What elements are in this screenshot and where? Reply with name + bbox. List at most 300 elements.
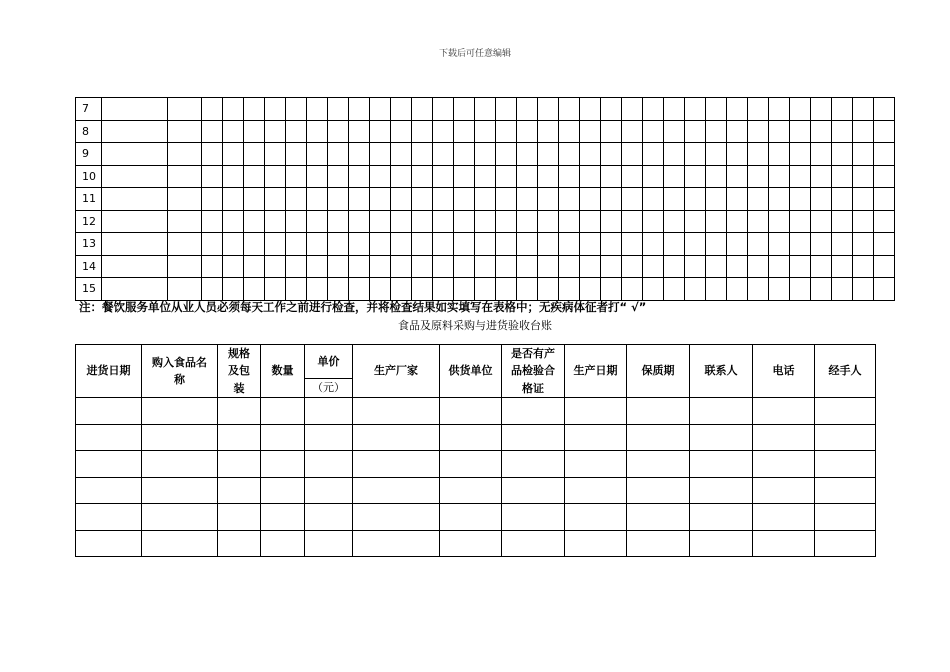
table-cell (433, 255, 454, 278)
table-cell (685, 143, 706, 166)
health-table-row (76, 210, 895, 233)
table-cell (286, 255, 307, 278)
table-cell (496, 188, 517, 211)
table-cell (265, 278, 286, 301)
ledger-cell (76, 424, 142, 451)
table-cell (286, 233, 307, 256)
ledger-row (76, 530, 876, 557)
table-cell (874, 98, 895, 121)
table-cell (102, 255, 168, 278)
table-cell (811, 120, 832, 143)
table-cell (643, 278, 664, 301)
ledger-row (76, 398, 876, 425)
table-cell (832, 143, 853, 166)
ledger-cell (76, 451, 142, 478)
table-cell (328, 188, 349, 211)
table-cell (517, 98, 538, 121)
table-cell (517, 143, 538, 166)
health-table-row (76, 98, 895, 121)
table-cell (328, 120, 349, 143)
table-cell (706, 98, 727, 121)
table-cell (622, 143, 643, 166)
ledger-row (76, 451, 876, 478)
table-cell (328, 143, 349, 166)
ledger-cell (690, 530, 753, 557)
table-cell (874, 233, 895, 256)
table-cell (102, 120, 168, 143)
table-cell (811, 143, 832, 166)
ledger-cell (815, 477, 876, 504)
table-cell (874, 255, 895, 278)
table-cell (559, 120, 580, 143)
ledger-cell (627, 451, 690, 478)
table-cell (790, 120, 811, 143)
table-cell (538, 120, 559, 143)
table-cell (307, 120, 328, 143)
table-cell (727, 255, 748, 278)
ledger-cell (76, 477, 142, 504)
table-cell (454, 210, 475, 233)
table-cell (265, 165, 286, 188)
table-cell (370, 233, 391, 256)
table-cell (433, 165, 454, 188)
table-cell (727, 98, 748, 121)
ledger-cell (815, 451, 876, 478)
table-cell (559, 188, 580, 211)
health-table-row (76, 143, 895, 166)
table-cell (769, 120, 790, 143)
purchase-ledger-table (75, 344, 876, 557)
table-cell (286, 278, 307, 301)
table-cell (706, 143, 727, 166)
table-cell (853, 210, 874, 233)
table-cell (685, 98, 706, 121)
table-cell (664, 165, 685, 188)
ledger-cell (305, 424, 353, 451)
ledger-cell (440, 398, 502, 425)
table-cell (307, 165, 328, 188)
table-cell (622, 188, 643, 211)
table-cell (874, 188, 895, 211)
table-cell (412, 165, 433, 188)
ledger-cell (815, 530, 876, 557)
table-cell (790, 188, 811, 211)
table-cell (370, 165, 391, 188)
col-header-contact: 联系人 (690, 345, 753, 398)
ledger-cell (218, 398, 261, 425)
table-cell (102, 188, 168, 211)
table-cell (790, 233, 811, 256)
table-cell (769, 210, 790, 233)
table-cell (244, 188, 265, 211)
table-cell (664, 188, 685, 211)
table-cell (433, 120, 454, 143)
table-cell (454, 188, 475, 211)
table-note: 注：餐饮服务单位从业人员必须每天工作之前进行检查，并将检查结果如实填写在表格中；无疾病体征者打“ √” (79, 300, 647, 314)
ledger-cell (353, 398, 440, 425)
table-cell (370, 98, 391, 121)
ledger-cell (76, 504, 142, 531)
table-cell (811, 278, 832, 301)
table-cell (349, 210, 370, 233)
table-cell (328, 233, 349, 256)
table-cell (706, 233, 727, 256)
table-cell (223, 233, 244, 256)
table-cell (874, 120, 895, 143)
table-cell (685, 210, 706, 233)
table-cell (769, 188, 790, 211)
table-cell (580, 98, 601, 121)
ledger-cell (142, 451, 218, 478)
ledger-cell (690, 398, 753, 425)
table-cell (601, 210, 622, 233)
table-cell (244, 143, 265, 166)
table-cell (349, 278, 370, 301)
ledger-cell (353, 477, 440, 504)
table-cell (265, 143, 286, 166)
table-cell (307, 233, 328, 256)
table-cell (202, 278, 223, 301)
table-cell (517, 165, 538, 188)
ledger-cell (218, 451, 261, 478)
ledger-cell (753, 504, 815, 531)
ledger-cell (627, 504, 690, 531)
ledger-cell (565, 530, 627, 557)
row-number-cell: 12 (76, 210, 102, 233)
table-cell (517, 120, 538, 143)
table-cell (643, 143, 664, 166)
table-cell (168, 188, 202, 211)
table-cell (538, 233, 559, 256)
table-cell (307, 210, 328, 233)
row-number-cell: 10 (76, 165, 102, 188)
table-cell (244, 98, 265, 121)
table-cell (643, 188, 664, 211)
ledger-cell (627, 424, 690, 451)
table-cell (580, 233, 601, 256)
table-cell (727, 165, 748, 188)
table-cell (496, 233, 517, 256)
health-table-row (76, 165, 895, 188)
table-cell (475, 165, 496, 188)
table-cell (412, 98, 433, 121)
table-cell (811, 210, 832, 233)
table-cell (223, 165, 244, 188)
table-cell (168, 165, 202, 188)
ledger-cell (690, 424, 753, 451)
table-cell (790, 255, 811, 278)
table-cell (496, 255, 517, 278)
table-cell (496, 210, 517, 233)
table-cell (538, 98, 559, 121)
table-cell (538, 210, 559, 233)
health-table-row (76, 233, 895, 256)
table-cell (622, 233, 643, 256)
table-cell (286, 210, 307, 233)
table-cell (622, 210, 643, 233)
table-cell (664, 255, 685, 278)
table-cell (517, 210, 538, 233)
table-cell (475, 233, 496, 256)
ledger-cell (76, 398, 142, 425)
ledger-cell (218, 504, 261, 531)
table-cell (202, 210, 223, 233)
table-cell (811, 165, 832, 188)
table-cell (202, 165, 223, 188)
col-header-qty: 数量 (261, 345, 305, 398)
table-cell (727, 120, 748, 143)
table-cell (349, 143, 370, 166)
ledger-cell (142, 398, 218, 425)
table-cell (307, 255, 328, 278)
table-cell (102, 210, 168, 233)
ledger-cell (502, 504, 565, 531)
table-cell (349, 120, 370, 143)
table-cell (496, 98, 517, 121)
table-cell (349, 255, 370, 278)
ledger-cell (353, 530, 440, 557)
table-cell (286, 98, 307, 121)
table-cell (391, 210, 412, 233)
table-cell (727, 210, 748, 233)
table-cell (832, 120, 853, 143)
ledger-cell (753, 451, 815, 478)
table-cell (748, 188, 769, 211)
table-cell (790, 278, 811, 301)
table-cell (265, 233, 286, 256)
ledger-cell (565, 477, 627, 504)
table-cell (559, 210, 580, 233)
table-cell (622, 98, 643, 121)
table-cell (244, 278, 265, 301)
table-cell (748, 120, 769, 143)
table-cell (601, 143, 622, 166)
ledger-cell (261, 398, 305, 425)
table-cell (433, 233, 454, 256)
table-cell (496, 143, 517, 166)
table-cell (517, 278, 538, 301)
table-cell (202, 233, 223, 256)
ledger-cell (261, 451, 305, 478)
table-cell (664, 210, 685, 233)
table-cell (559, 233, 580, 256)
ledger-cell (815, 424, 876, 451)
table-cell (286, 120, 307, 143)
table-cell (265, 120, 286, 143)
row-number-cell: 11 (76, 188, 102, 211)
table-cell (223, 278, 244, 301)
table-cell (580, 143, 601, 166)
ledger-cell (565, 504, 627, 531)
ledger-cell (502, 451, 565, 478)
ledger-cell (261, 424, 305, 451)
ledger-header-row (76, 345, 876, 379)
table-cell (706, 165, 727, 188)
table-cell (580, 165, 601, 188)
table-cell (391, 120, 412, 143)
table-cell (433, 210, 454, 233)
table-cell (748, 98, 769, 121)
table-cell (853, 143, 874, 166)
table-cell (622, 278, 643, 301)
table-cell (168, 143, 202, 166)
table-cell (517, 233, 538, 256)
table-cell (454, 98, 475, 121)
table-cell (391, 98, 412, 121)
table-cell (727, 233, 748, 256)
col-header-price: 单价 (305, 345, 353, 379)
table-cell (853, 98, 874, 121)
table-cell (475, 278, 496, 301)
ledger-cell (353, 504, 440, 531)
table-cell (832, 165, 853, 188)
table-cell (412, 233, 433, 256)
table-cell (685, 165, 706, 188)
table-cell (307, 143, 328, 166)
table-cell (102, 143, 168, 166)
table-cell (748, 210, 769, 233)
table-cell (601, 120, 622, 143)
table-cell (244, 233, 265, 256)
col-header-spec: 规格及包装 (218, 345, 261, 398)
table-cell (496, 278, 517, 301)
ledger-cell (305, 477, 353, 504)
table-cell (286, 143, 307, 166)
ledger-row (76, 504, 876, 531)
ledger-cell (440, 477, 502, 504)
table-cell (727, 278, 748, 301)
row-number-cell: 15 (76, 278, 102, 301)
table-cell (664, 233, 685, 256)
ledger-title: 食品及原料采购与进货验收台账 (398, 319, 552, 332)
row-number-cell: 13 (76, 233, 102, 256)
table-cell (433, 188, 454, 211)
table-cell (832, 210, 853, 233)
table-cell (349, 165, 370, 188)
table-cell (811, 255, 832, 278)
table-cell (307, 278, 328, 301)
table-cell (391, 233, 412, 256)
ledger-cell (353, 424, 440, 451)
table-cell (370, 188, 391, 211)
ledger-cell (815, 398, 876, 425)
ledger-cell (753, 398, 815, 425)
ledger-cell (502, 398, 565, 425)
col-header-shelf-life: 保质期 (627, 345, 690, 398)
table-cell (307, 188, 328, 211)
table-cell (412, 255, 433, 278)
table-cell (748, 255, 769, 278)
ledger-cell (565, 398, 627, 425)
table-cell (622, 120, 643, 143)
table-cell (853, 120, 874, 143)
table-cell (286, 188, 307, 211)
ledger-cell (502, 530, 565, 557)
health-check-table (75, 97, 895, 301)
table-cell (202, 120, 223, 143)
ledger-cell (753, 424, 815, 451)
table-cell (391, 255, 412, 278)
ledger-cell (690, 451, 753, 478)
table-cell (601, 165, 622, 188)
table-cell (328, 255, 349, 278)
table-cell (538, 255, 559, 278)
table-cell (832, 255, 853, 278)
table-cell (622, 165, 643, 188)
table-cell (202, 255, 223, 278)
table-cell (601, 233, 622, 256)
table-cell (853, 233, 874, 256)
table-cell (769, 165, 790, 188)
table-cell (538, 165, 559, 188)
page-header: 下载后可任意编辑 (438, 49, 511, 59)
table-cell (307, 98, 328, 121)
table-cell (790, 210, 811, 233)
table-cell (454, 255, 475, 278)
row-number-cell: 7 (76, 98, 102, 121)
ledger-cell (627, 398, 690, 425)
ledger-cell (142, 424, 218, 451)
table-cell (370, 278, 391, 301)
table-cell (202, 98, 223, 121)
ledger-cell (690, 504, 753, 531)
ledger-cell (305, 451, 353, 478)
ledger-row (76, 424, 876, 451)
ledger-cell (440, 504, 502, 531)
table-cell (102, 278, 168, 301)
table-cell (391, 188, 412, 211)
table-cell (643, 120, 664, 143)
table-cell (412, 188, 433, 211)
table-cell (853, 188, 874, 211)
table-cell (102, 233, 168, 256)
table-cell (454, 120, 475, 143)
table-cell (223, 143, 244, 166)
table-cell (811, 233, 832, 256)
table-cell (223, 210, 244, 233)
table-cell (580, 120, 601, 143)
table-cell (706, 210, 727, 233)
table-cell (202, 143, 223, 166)
ledger-cell (440, 424, 502, 451)
table-cell (643, 233, 664, 256)
ledger-cell (261, 530, 305, 557)
table-cell (874, 143, 895, 166)
table-cell (433, 143, 454, 166)
ledger-cell (502, 424, 565, 451)
table-cell (706, 188, 727, 211)
table-cell (202, 188, 223, 211)
health-table-row (76, 278, 895, 301)
table-cell (643, 165, 664, 188)
row-number-cell: 9 (76, 143, 102, 166)
table-cell (853, 278, 874, 301)
table-cell (328, 165, 349, 188)
col-header-prod-date: 生产日期 (565, 345, 627, 398)
ledger-cell (753, 477, 815, 504)
table-cell (475, 120, 496, 143)
ledger-cell (690, 477, 753, 504)
table-cell (265, 255, 286, 278)
table-cell (328, 98, 349, 121)
table-cell (559, 98, 580, 121)
table-cell (370, 120, 391, 143)
table-cell (769, 98, 790, 121)
col-header-price-unit: （元） (305, 379, 353, 398)
ledger-cell (142, 530, 218, 557)
table-cell (601, 188, 622, 211)
table-cell (265, 188, 286, 211)
